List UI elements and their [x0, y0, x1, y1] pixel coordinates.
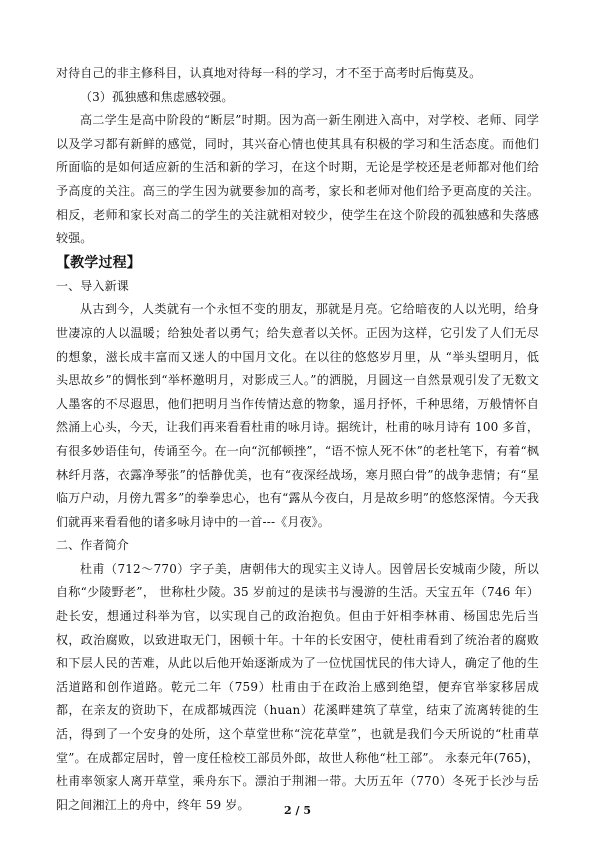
continuation-paragraph: 对待自己的非主修科目，认真地对待每一科的学习，才不至于高考时后悔莫及。 — [56, 66, 482, 80]
author-heading: 二、作者简介 — [56, 538, 129, 553]
teaching-process-title: 【教学过程】 — [56, 254, 141, 271]
intro-heading: 一、导入新课 — [56, 278, 129, 293]
document-body — [56, 62, 539, 817]
point-3-paragraph: 高二学生是高中阶段的“断层”时期。因为高一新生刚进入高中，对学校、老师、同学以及学习都有新鲜的感觉，同时，其兴奋心情也使其具有积极的学习和生活态度。而他们所面临的是如何适应新的生活和新的学习，在这个时期，无论是学校还是老师都对他们给予高度的关注。高三的学生因为就要参加的高考，家长和老师对他们给予更高度的关注。相反，老师和家长对高二的学生的关注就相对较少，使学生在这个阶段的孤独感和失落感较强。 — [56, 113, 539, 246]
author-paragraph: 杜甫（712～770）字子美，唐朝伟大的现实主义诗人。因曾居长安城南少陵，所以自称“少陵野老”， 世称杜少陵。35 岁前过的是读书与漫游的生活。天宝五年（746 年）赴长安，想通过科举为官，以实现自己的政治抱负。但由于奸相李林甫、杨国忠先后当权，政治腐败，以致进取无门，困顿十年。十年的长安困守，使杜甫看到了统治者的腐败和下层人民的苦难，从此以后他开始逐渐成为了一位忧国忧民的伟大诗人，确定了他的生活道路和创作道路。乾元二年（759）杜甫由于在政治上感到绝望，便弃官举家移居成都，在亲友的资助下，在成都城西浣（huan）花溪畔建筑了草堂，结束了流离转徙的生活，得到了一个安身的处所，这个草堂世称“浣花草堂”，也就是我们今天所说的“杜甫草堂”。在成都定居时，曾一度任检校工部员外郎，故世人称他“杜工部”。 永泰元年(765)，杜甫率领家人离开草堂，乘舟东下。漂泊于荆湘一带。大历五年（770）冬死于长沙与岳阳之间湘江上的舟中，终年 59 岁。 — [56, 561, 539, 812]
point-3-heading: （3）孤独感和焦虑感较强。 — [80, 89, 234, 104]
page-number: 2 / 5 — [284, 804, 311, 817]
intro-paragraph: 从古到今，人类就有一个永恒不变的朋友，那就是月亮。它给暗夜的人以光明，给身世凄凉的人以温暖；给独处者以勇气；给失意者以关怀。正因为这样，它引发了人们无尽的想象，滋长成丰富而又迷人的中国月文化。在以往的悠悠岁月里，从 “举头望明月，低头思故乡”的惆怅到“举杯邀明月，对影成三人。”的洒脱，月圆这一自然景观引发了无数文人墨客的不尽遐思，他们把明月当作传情达意的物象，遥月抒怀，千种思绪，万般情怀自然涌上心头，今天，让我们再来看看杜甫的咏月诗。据统计，杜甫的咏月诗有 100 多首，有很多妙语佳句，传诵至今。在一向“沉郁顿挫”，“语不惊人死不休”的老杜笔下，有着“枫林纤月落，衣露净琴张”的恬静优美，也有“夜深经战场，寒月照白骨”的战争悲情；有“星临万户动，月傍九霄多”的拳拳忠心，也有“露从今夜白，月是故乡明”的悠悠深情。今天我们就再来看看他的诸多咏月诗中的一首---《月夜》。 — [56, 302, 539, 529]
